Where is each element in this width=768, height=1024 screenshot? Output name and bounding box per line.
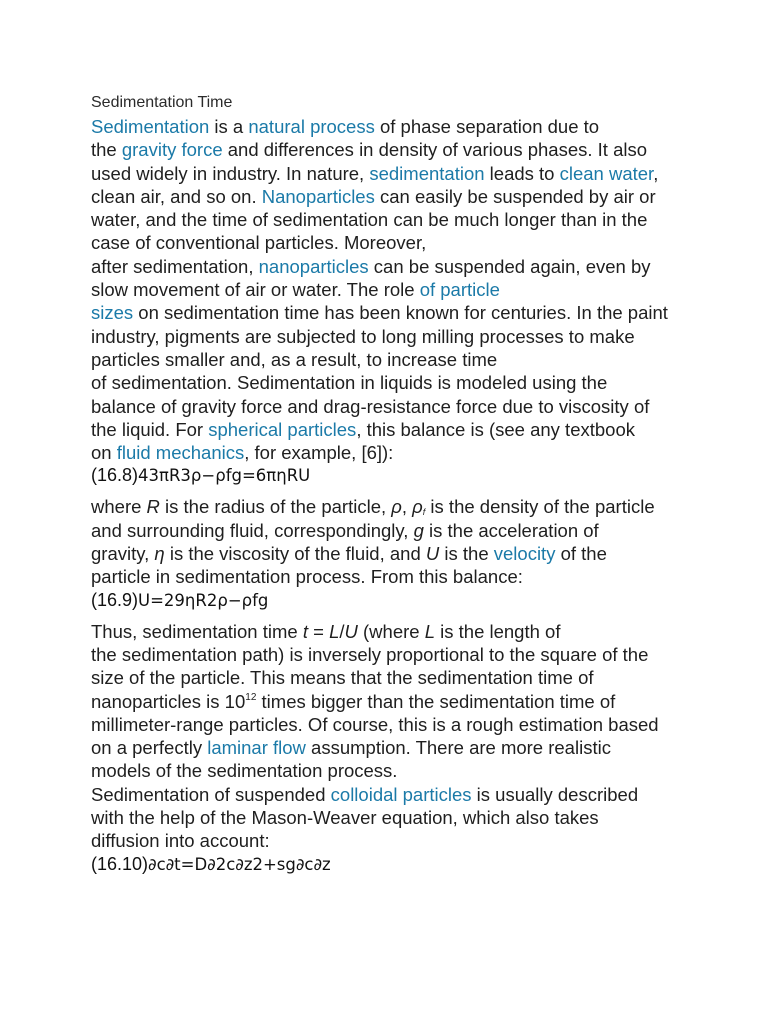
- text: Thus, sedimentation time: [91, 620, 303, 642]
- text: models of the sedimentation process.: [91, 760, 398, 782]
- text: on: [91, 442, 117, 464]
- text: used widely in industry. In nature,: [91, 162, 370, 184]
- text: =: [307, 620, 330, 642]
- link-nanoparticles[interactable]: Nanoparticles: [261, 185, 375, 207]
- equation-16-8: [91, 464, 691, 487]
- text: /: [339, 620, 345, 642]
- link-laminar-flow[interactable]: laminar flow: [207, 737, 306, 759]
- text: and differences in density of various phases. It also: [222, 139, 648, 161]
- text: gravity,: [91, 543, 155, 565]
- link-sizes[interactable]: sizes: [91, 302, 134, 324]
- text: is the radius of the particle,: [159, 496, 392, 518]
- text: particles smaller and, as a result, to increase time: [91, 348, 498, 370]
- text: slow movement of air or water. The role: [91, 279, 420, 301]
- text: balance of gravity force and drag-resistance force due to viscosity of: [91, 395, 650, 417]
- link-of-particle[interactable]: of particle: [419, 279, 500, 301]
- variable-t: t: [302, 620, 308, 642]
- text: case of conventional particles. Moreover,: [91, 232, 427, 254]
- text: water, and the time of sedimentation can be much longer than in the: [91, 209, 648, 231]
- text: after sedimentation,: [91, 255, 259, 277]
- variable-R: R: [146, 496, 160, 518]
- link-clean-water[interactable]: clean water: [559, 162, 654, 184]
- superscript-12: 12: [245, 691, 257, 703]
- text: assumption. There are more realistic: [305, 737, 611, 759]
- text: clean air, and so on.: [91, 185, 262, 207]
- equation-16-9: [91, 589, 691, 612]
- variable-rho: ρ: [391, 496, 402, 518]
- paragraph-conclusion: [91, 620, 691, 853]
- text: on a perfectly: [91, 737, 208, 759]
- text: ,: [401, 496, 413, 518]
- link-spherical-particles[interactable]: spherical particles: [208, 418, 357, 440]
- text: is the density of the particle: [425, 496, 655, 518]
- section-heading: Sedimentation Time: [91, 94, 233, 111]
- link-sedimentation-2[interactable]: sedimentation: [369, 162, 485, 184]
- text: is the length of: [435, 620, 561, 642]
- equation-body: ∂c∂t=D∂2c∂z2+sg∂c∂z: [148, 854, 331, 874]
- text: is usually described: [471, 783, 639, 805]
- text: with the help of the Mason-Weaver equation, which also takes: [91, 807, 599, 829]
- text: diffusion into account:: [91, 830, 270, 852]
- text: particle in sedimentation process. From this balance:: [91, 566, 523, 588]
- variable-L: L: [424, 620, 435, 642]
- text: is the acceleration of: [423, 519, 599, 541]
- text: , this balance is (see any textbook: [356, 418, 635, 440]
- text: of phase separation due to: [374, 116, 600, 137]
- text: leads to: [484, 162, 560, 184]
- subscript-f: f: [422, 507, 426, 518]
- text: is the: [439, 543, 494, 565]
- equation-body: U=29ηR2ρ−ρfg: [138, 590, 269, 610]
- link-sedimentation[interactable]: Sedimentation: [91, 116, 210, 137]
- equation-body: 43πR3ρ−ρfg=6πηRU: [138, 466, 311, 486]
- equation-label: (16.9): [91, 589, 139, 610]
- text: of sedimentation. Sedimentation in liquids is modeled using the: [91, 372, 608, 394]
- variable-L: L: [329, 620, 340, 642]
- text: , for example, [6]):: [244, 442, 394, 464]
- text: nanoparticles is 10: [91, 690, 246, 712]
- paragraph-intro: [91, 115, 691, 464]
- text: ,: [653, 162, 659, 184]
- text: (where: [357, 620, 425, 642]
- text: millimeter-range particles. Of course, this is a rough estimation based: [91, 713, 659, 735]
- text: is a: [209, 116, 249, 137]
- equation-label: (16.10): [91, 853, 149, 874]
- article: [91, 93, 691, 884]
- text: of the: [555, 543, 607, 565]
- link-velocity[interactable]: velocity: [493, 543, 556, 565]
- link-colloidal-particles[interactable]: colloidal particles: [330, 783, 472, 805]
- link-nanoparticles-2[interactable]: nanoparticles: [258, 255, 369, 277]
- text: where: [91, 496, 147, 518]
- variable-U: U: [344, 620, 358, 642]
- text: size of the particle. This means that the sedimentation time of: [91, 667, 594, 689]
- text: and surrounding fluid, correspondingly,: [91, 519, 414, 541]
- text: the sedimentation path) is inversely proportional to the square of the: [91, 643, 649, 665]
- equation-16-10: [91, 853, 691, 876]
- text: Sedimentation of suspended: [91, 783, 331, 805]
- variable-g: g: [413, 519, 424, 541]
- text: the liquid. For: [91, 418, 209, 440]
- text: is the viscosity of the fluid, and: [164, 543, 426, 565]
- text: can be suspended again, even by: [368, 255, 651, 277]
- text: the: [91, 139, 122, 161]
- variable-U: U: [425, 543, 440, 565]
- text: industry, pigments are subjected to long milling processes to make: [91, 325, 635, 347]
- equation-label: (16.8): [91, 465, 139, 486]
- variable-eta: η: [154, 543, 165, 565]
- paragraph-variables: [91, 495, 691, 588]
- text: can easily be suspended by air or: [374, 185, 656, 207]
- link-gravity-force[interactable]: gravity force: [121, 139, 223, 161]
- variable-rho-f: ρ: [412, 496, 423, 518]
- text: on sedimentation time has been known for centuries. In the paint: [133, 302, 668, 324]
- link-natural-process[interactable]: natural process: [248, 116, 375, 137]
- text: times bigger than the sedimentation time of: [256, 690, 616, 712]
- link-fluid-mechanics[interactable]: fluid mechanics: [116, 442, 245, 464]
